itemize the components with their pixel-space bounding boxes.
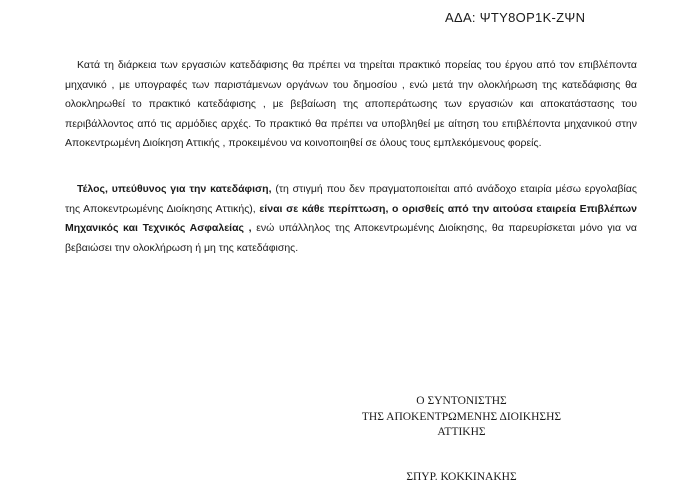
- signature-line-2: ΤΗΣ ΑΠΟΚΕΝΤΡΩΜΕΝΗΣ ΔΙΟΙΚΗΣΗΣ: [361, 410, 562, 423]
- paragraph-text-1: (τη στιγμή που δεν πραγματοποιείται από ανάδοχο εταιρία μέσω εργολαβίας της Αποκεντρωμένης Διοίκησης Αττικής),: [65, 183, 637, 215]
- paragraph-bold-lead: Τέλος, υπεύθυνος για την κατεδάφιση,: [77, 183, 272, 195]
- signature-line-1: Ο ΣΥΝΤΟΝΙΣΤΗΣ: [416, 395, 507, 407]
- paragraph-bold-mid: είναι σε κάθε περίπτωση, ο ορισθείς από την αιτούσα εταιρεία Επιβλέπων Μηχανικός και Τεχνικός Ασφαλείας ,: [65, 202, 637, 234]
- paragraph-responsibility: [65, 180, 637, 258]
- signature-title-block: [330, 394, 593, 441]
- signatory-name: ΣΠΥΡ. ΚΟΚΚΙΝΑΚΗΣ: [406, 471, 517, 483]
- document-ada-code: ΑΔΑ: ΨΤΥ8ΟΡ1Κ-ΖΨΝ: [445, 10, 586, 25]
- signature-line-3: ΑΤΤΙΚΗΣ: [437, 426, 486, 438]
- paragraph-text-2: ενώ υπάλληλος της Αποκεντρωμένης Διοίκησης, θα παρευρίσκεται μόνο για να βεβαιώσει την ολοκλήρωση ή μη της κατεδάφισης.: [65, 222, 637, 254]
- paragraph-demolition-record: Κατά τη διάρκεια των εργασιών κατεδάφισης θα πρέπει να τηρείται πρακτικό πορείας του έργου από τον επιβλέποντα μηχανικό , με υπογραφές των παριστάμενων οργάνων του δημοσίου , ενώ μετά την ολοκλήρωση της κατεδάφισης θα ολοκληρωθεί το πρακτικό κατεδάφισης , με βεβαίωση της αποπεράτωσης των εργασιών και αποκατάστασης του περιβάλλοντος από τις αρμόδιες αρχές. Το πρακτικό θα πρέπει να υποβληθεί με αίτηση του επιβλέποντα μηχανικού στην Αποκεντρωμένη Διοίκηση Αττικής , προκειμένου να κοινοποιηθεί σε όλους τους εμπλεκόμενους φορείς.: [65, 59, 637, 149]
